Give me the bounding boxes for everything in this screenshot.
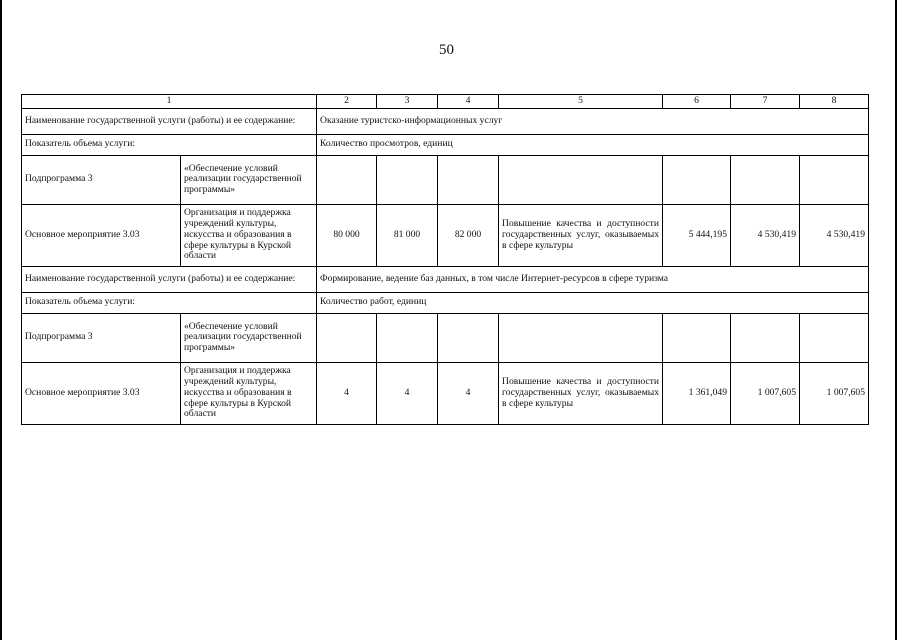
value-col-8: 1 007,605: [800, 362, 869, 424]
empty-cell: [499, 155, 663, 204]
service-name-label: Наименование государственной услуги (работы) и ее содержание:: [22, 108, 317, 134]
outcome-description: Повышение качества и доступности государственных услуг, оказываемых в сфере культуры: [499, 204, 663, 266]
empty-cell: [663, 313, 731, 362]
column-numbers-row: [22, 95, 869, 109]
empty-cell: [317, 155, 377, 204]
measure-label: Основное мероприятие 3.03: [22, 362, 181, 424]
value-col-7: 4 530,419: [731, 204, 800, 266]
col-header-8: 8: [800, 95, 869, 109]
service-name-value: Оказание туристско-информационных услуг: [317, 108, 869, 134]
measure-row: [22, 204, 869, 266]
data-table: [21, 94, 869, 425]
value-col-4: 4: [438, 362, 499, 424]
subprogram-description: «Обеспечение условий реализации государственной программы»: [181, 155, 317, 204]
col-header-2: 2: [317, 95, 377, 109]
value-col-4: 82 000: [438, 204, 499, 266]
indicator-row: [22, 292, 869, 313]
measure-description: Организация и поддержка учреждений культуры, искусства и образования в сфере культуры в Курской области: [181, 362, 317, 424]
service-name-label: Наименование государственной услуги (работы) и ее содержание:: [22, 266, 317, 292]
col-header-6: 6: [663, 95, 731, 109]
measure-label: Основное мероприятие 3.03: [22, 204, 181, 266]
value-col-3: 81 000: [377, 204, 438, 266]
indicator-value: Количество работ, единиц: [317, 292, 869, 313]
col-header-4: 4: [438, 95, 499, 109]
empty-cell: [800, 155, 869, 204]
empty-cell: [499, 313, 663, 362]
indicator-label: Показатель объема услуги:: [22, 134, 317, 155]
empty-cell: [438, 155, 499, 204]
empty-cell: [317, 313, 377, 362]
outcome-description: Повышение качества и доступности государственных услуг, оказываемых в сфере культуры: [499, 362, 663, 424]
col-header-3: 3: [377, 95, 438, 109]
col-header-5: 5: [499, 95, 663, 109]
service-name-value: Формирование, ведение баз данных, в том числе Интернет-ресурсов в сфере туризма: [317, 266, 869, 292]
subprogram-label: Подпрограмма 3: [22, 313, 181, 362]
subprogram-row: [22, 313, 869, 362]
subprogram-row: [22, 155, 869, 204]
service-name-row: [22, 266, 869, 292]
service-name-row: [22, 108, 869, 134]
col-header-7: 7: [731, 95, 800, 109]
empty-cell: [377, 313, 438, 362]
subprogram-description: «Обеспечение условий реализации государственной программы»: [181, 313, 317, 362]
value-col-7: 1 007,605: [731, 362, 800, 424]
subprogram-label: Подпрограмма 3: [22, 155, 181, 204]
indicator-value: Количество просмотров, единиц: [317, 134, 869, 155]
value-col-2: 80 000: [317, 204, 377, 266]
value-col-6: 1 361,049: [663, 362, 731, 424]
measure-row: [22, 362, 869, 424]
scan-edge-right: [895, 0, 897, 640]
value-col-2: 4: [317, 362, 377, 424]
value-col-8: 4 530,419: [800, 204, 869, 266]
empty-cell: [731, 155, 800, 204]
empty-cell: [663, 155, 731, 204]
value-col-6: 5 444,195: [663, 204, 731, 266]
value-col-3: 4: [377, 362, 438, 424]
empty-cell: [377, 155, 438, 204]
empty-cell: [438, 313, 499, 362]
empty-cell: [800, 313, 869, 362]
scan-edge-left: [0, 0, 2, 640]
indicator-row: [22, 134, 869, 155]
page-number: 50: [439, 42, 454, 58]
col-header-1: 1: [22, 95, 317, 109]
indicator-label: Показатель объема услуги:: [22, 292, 317, 313]
measure-description: Организация и поддержка учреждений культуры, искусства и образования в сфере культуры в Курской области: [181, 204, 317, 266]
empty-cell: [731, 313, 800, 362]
